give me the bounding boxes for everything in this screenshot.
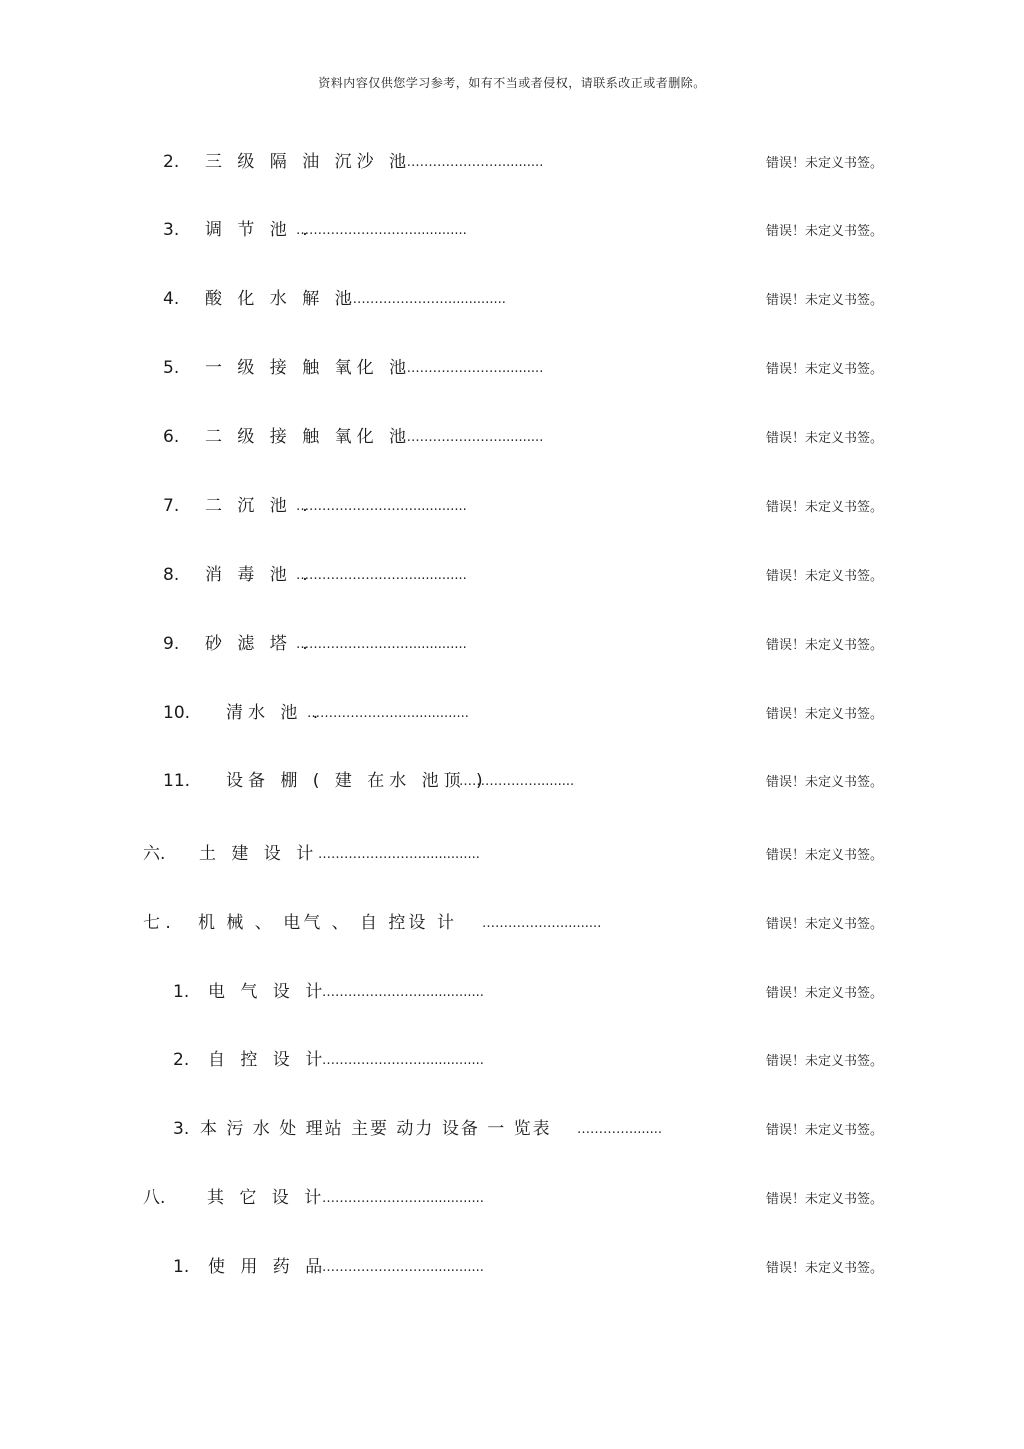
toc-dot-leader: ………………......... [459, 774, 575, 789]
toc-dot-leader: …………………….......... [398, 155, 544, 170]
toc-entry[interactable] [0, 356, 1024, 380]
toc-entry-number: 1. [173, 1257, 190, 1277]
toc-entry[interactable] [0, 769, 1024, 793]
toc-entry-title: 调 节 池 . [205, 220, 313, 240]
toc-dot-leader: ………………………............. [296, 223, 467, 238]
toc-page-reference: 错误！未定义书签。 [766, 1192, 884, 1207]
toc-entry-title: 二 沉 池 . [205, 496, 313, 516]
toc-entry-number: 11. [163, 771, 191, 791]
toc-entry-number: 七 . [143, 913, 171, 933]
toc-entry-number: 10. [163, 703, 191, 723]
toc-page-reference: 错误！未定义书签。 [766, 156, 884, 171]
toc-entry[interactable] [0, 150, 1024, 174]
page-header-notice: 资料内容仅供您学习参考，如有不当或者侵权，请联系改正或者删除。 [318, 76, 706, 90]
toc-page-reference: 错误！未定义书签。 [766, 500, 884, 515]
toc-dot-leader: ………………………............. [296, 499, 467, 514]
toc-page-reference: 错误！未定义书签。 [766, 569, 884, 584]
toc-entry[interactable] [0, 494, 1024, 518]
toc-entry[interactable] [0, 1255, 1024, 1279]
toc-entry-title: 清水 池 . [226, 703, 324, 723]
toc-page-reference: 错误！未定义书签。 [766, 293, 884, 308]
toc-entry[interactable] [0, 563, 1024, 587]
toc-entry[interactable] [0, 1048, 1024, 1072]
toc-entry-number: 1. [173, 982, 190, 1002]
toc-page-reference: 错误！未定义书签。 [766, 707, 884, 722]
toc-entry[interactable] [0, 425, 1024, 449]
toc-entry-number: 5. [163, 358, 180, 378]
toc-entry[interactable] [0, 842, 1024, 866]
toc-page-reference: 错误！未定义书签。 [766, 1123, 884, 1138]
toc-entry-title: 一 级 接 触 氧化 池 [205, 358, 412, 378]
toc-page-reference: 错误！未定义书签。 [766, 917, 884, 932]
toc-dot-leader: …………………….............. [307, 706, 469, 721]
toc-entry-title: 二 级 接 触 氧化 池 [205, 427, 412, 447]
toc-page-reference: 错误！未定义书签。 [766, 986, 884, 1001]
toc-page-reference: 错误！未定义书签。 [766, 431, 884, 446]
toc-entry-title: 本 污 水 处 理站 主要 动力 设备 一 览表 [200, 1119, 552, 1139]
toc-entry-number: 6. [163, 427, 180, 447]
toc-entry-title: 消 毒 池 . [205, 565, 313, 585]
toc-entry-title: 设备 棚 ( 建 在水 池顶 ) [226, 771, 488, 791]
toc-page-reference: 错误！未定义书签。 [766, 638, 884, 653]
toc-entry-number: 六. [143, 844, 166, 864]
toc-entry-title: 酸 化 水 解 池 [205, 289, 357, 309]
toc-entry[interactable] [0, 218, 1024, 242]
toc-entry[interactable] [0, 980, 1024, 1004]
toc-entry-title: 电 气 设 计 [208, 982, 328, 1002]
toc-entry-number: 八. [143, 1188, 166, 1208]
toc-entry-title: 自 控 设 计 [208, 1050, 328, 1070]
toc-entry-title: 使 用 药 品 [208, 1257, 328, 1277]
toc-entry-title: 三 级 隔 油 沉沙 池 [205, 152, 412, 172]
toc-entry-number: 9. [163, 634, 180, 654]
toc-dot-leader: …………………….......... [398, 430, 544, 445]
toc-dot-leader: …………………….............. [322, 985, 484, 1000]
toc-dot-leader: ………………………............. [296, 637, 467, 652]
toc-entry-title: 砂 滤 塔 . [205, 634, 313, 654]
toc-dot-leader: …………........ [577, 1122, 663, 1137]
toc-entry[interactable] [0, 1117, 1024, 1141]
toc-entry-number: 3. [163, 220, 180, 240]
toc-page-reference: 错误！未定义书签。 [766, 848, 884, 863]
toc-dot-leader: …………………….............. [322, 1191, 484, 1206]
toc-dot-leader: ………………………............. [296, 568, 467, 583]
toc-entry-number: 2. [173, 1050, 190, 1070]
toc-entry[interactable] [0, 632, 1024, 656]
toc-page-reference: 错误！未定义书签。 [766, 362, 884, 377]
toc-page-reference: 错误！未定义书签。 [766, 1054, 884, 1069]
toc-dot-leader: …………………….............. [322, 1053, 484, 1068]
toc-entry[interactable] [0, 287, 1024, 311]
toc-dot-leader: ……………….......... [482, 916, 602, 931]
toc-dot-leader: …………………….......... [398, 361, 544, 376]
toc-entry[interactable] [0, 701, 1024, 725]
toc-entry-title: 其 它 设 计 [207, 1188, 327, 1208]
toc-entry-number: 3. [173, 1119, 190, 1139]
toc-page-reference: 错误！未定义书签。 [766, 1261, 884, 1276]
toc-entry[interactable] [0, 911, 1024, 935]
toc-entry-title: 机 械 、 电气 、 自 控设 计 [198, 913, 457, 933]
toc-dot-leader: …………………….............. [322, 1260, 484, 1275]
toc-entry-number: 7. [163, 496, 180, 516]
toc-entry-number: 4. [163, 289, 180, 309]
toc-entry-title: 土 建 设 计 [199, 844, 319, 864]
toc-dot-leader: …………………….............. [318, 847, 480, 862]
toc-page-reference: 错误！未定义书签。 [766, 775, 884, 790]
toc-entry[interactable] [0, 1186, 1024, 1210]
toc-page-reference: 错误！未定义书签。 [766, 224, 884, 239]
toc-dot-leader: …………………….............. [344, 292, 506, 307]
toc-entry-number: 2. [163, 152, 180, 172]
toc-entry-number: 8. [163, 565, 180, 585]
